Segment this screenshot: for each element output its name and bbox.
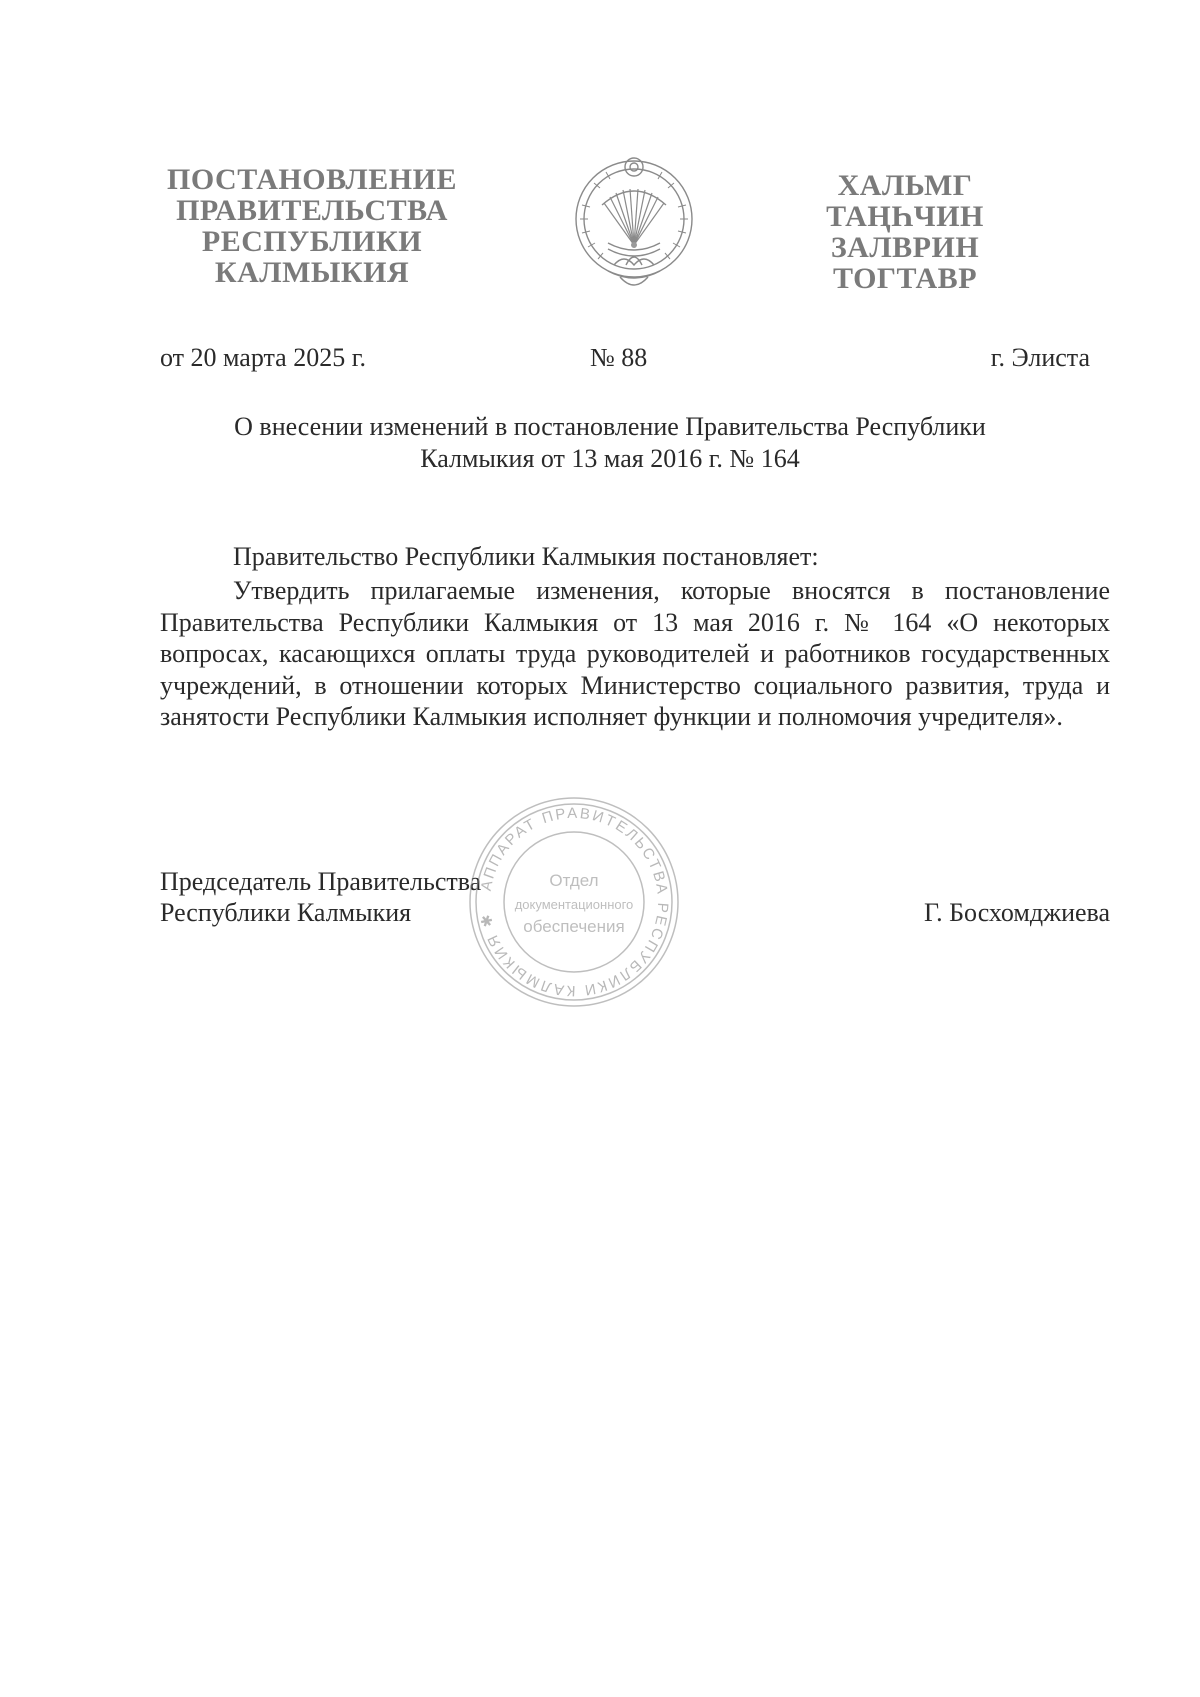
header-line: КАЛМЫКИЯ (214, 256, 410, 289)
resolution-intro: Правительство Республики Калмыкия постановляет: (233, 542, 819, 571)
stamp-center-line: обеспечения (523, 917, 625, 936)
kalmykia-coat-of-arms-icon (568, 153, 700, 299)
document-city: г. Элиста (990, 343, 1090, 372)
header-russian (162, 164, 462, 288)
document-date: от 20 марта 2025 г. (160, 343, 366, 372)
signatory-position-line: Республики Калмыкия (160, 898, 412, 927)
signatory-position-line: Председатель Правительства (160, 867, 482, 896)
header-line: ТОГТАВР (832, 262, 978, 295)
document-title-line: О внесении изменений в постановление Правительства Республики (234, 412, 986, 441)
header-line: ТАҢҺЧИН (826, 200, 984, 233)
stamp-center-line: документационного (514, 897, 634, 912)
header-line: ПОСТАНОВЛЕНИЕ (167, 163, 457, 196)
document-title (150, 411, 1070, 475)
official-round-stamp-icon (462, 790, 686, 1014)
header-line: РЕСПУБЛИКИ (201, 225, 423, 258)
resolution-text: Утвердить прилагаемые изменения, которые вносятся в постановление Правительства Республики Калмыкия от 13 мая 2016 г. № 164 «О некоторых вопросах, касающихся оплаты труда руководителей и работников государственных учреждений, в отношении которых Министерство социального развития, труда и занятости Республики Калмыкия исполняет функции и полномочия учредителя». (160, 576, 1110, 731)
signatory-name: Г. Босхомджиева (924, 898, 1110, 927)
header-kalmyk (815, 170, 995, 294)
stamp-center-line: Отдел (549, 871, 599, 890)
header-line: ЗАЛВРИН (830, 231, 980, 264)
document-number: № 88 (590, 343, 648, 372)
header-line: ХАЛЬМГ (837, 169, 973, 202)
signatory-position (160, 866, 481, 928)
document-title-line: Калмыкия от 13 мая 2016 г. № 164 (420, 444, 800, 473)
stamp-ring-text: АППАРАТ ПРАВИТЕЛЬСТВА РЕСПУБЛИКИ КАЛМЫКИЯ ✱ (477, 804, 672, 1000)
header-line: ПРАВИТЕЛЬСТВА (176, 194, 448, 227)
